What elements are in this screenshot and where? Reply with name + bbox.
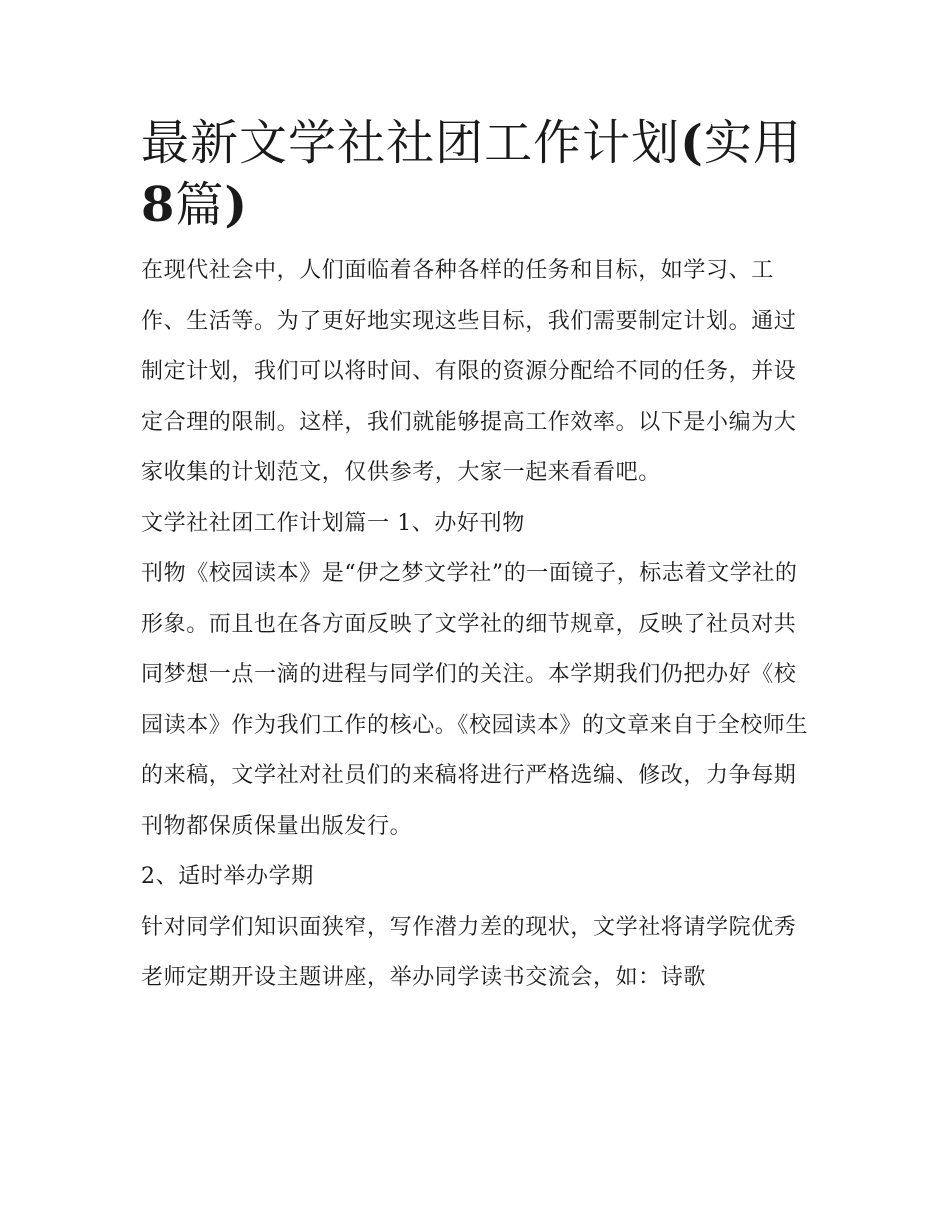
document-body <box>141 112 813 1004</box>
section-heading-2: 2、适时举办学期 <box>141 864 314 889</box>
body-paragraph-1: 刊物《校园读本》是“伊之梦文学社”的一面镜子，标志着文学社的形象。而且也在各方面反映了文学社的细节规章，反映了社员对共同梦想一点一滴的进程与同学们的关注。本学期我们仍把办好《校园读本》作为我们工作的核心。《校园读本》的文章来自于全校师生的来稿，文学社对社员们的来稿将进行严格选编、修改，力争每期刊物都保质保量出版发行。 <box>141 561 809 839</box>
section-heading-1: 文学社社团工作计划篇一 1、办好刊物 <box>141 510 525 536</box>
document-title: 最新文学社社团工作计划(实用8篇) <box>141 115 802 233</box>
body-paragraph-2: 针对同学们知识面狭窄，写作潜力差的现状，文学社将请学院优秀老师定期开设主题讲座，举办同学读书交流会，如：诗歌 <box>141 914 797 990</box>
intro-paragraph: 在现代社会中，人们面临着各种各样的任务和目标，如学习、工作、生活等。为了更好地实现这些目标，我们需要制定计划。通过制定计划，我们可以将时间、有限的资源分配给不同的任务，并设定合理的限制。这样，我们就能够提高工作效率。以下是小编为大家收集的计划范文，仅供参考，大家一起来看看吧。 <box>141 258 797 485</box>
